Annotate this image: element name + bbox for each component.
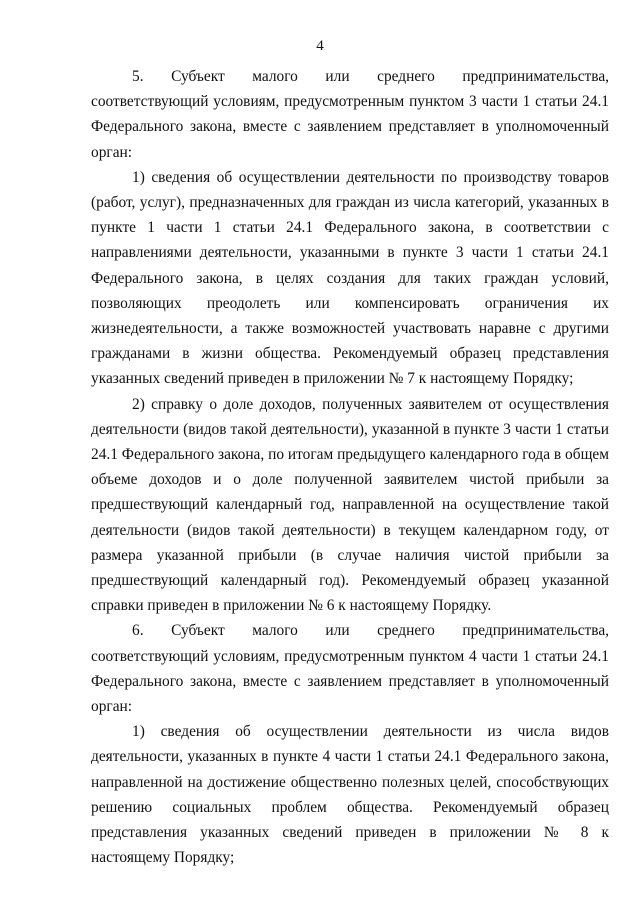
page-number: 4 bbox=[316, 38, 324, 54]
paragraph-section-5-intro: 5. Субъект малого или среднего предпринимательства, соответствующий условиям, предусмотренным пунктом 3 части 1 статьи 24.1 Федерального закона, вместе с заявлением представляет в уполномоченный орган: bbox=[91, 68, 609, 161]
paragraph-section-6-intro: 6. Субъект малого или среднего предпринимательства, соответствующий условиям, предусмотренным пунктом 4 части 1 статьи 24.1 Федерального закона, вместе с заявлением представляет в уполномоченный орган: bbox=[91, 622, 609, 716]
paragraph-section-5-item-2: 2) справку о доле доходов, полученных заявителем от осуществления деятельности (видов такой деятельности), указанной в пункте 3 части 1 статьи 24.1 Федерального закона, по итогам предыдущего календарного года в общем объеме доходов и о доле полученной заявителем чистой прибыли за предшествующий календарный год, направленной на осуществление такой деятельности (видов такой деятельности) в текущем календарном году, от размера указанной прибыли (в случае наличия чистой прибыли за предшествующий календарный год). Рекомендуемый образец указанной справки приведен в приложении № 6 к настоящему Порядку. bbox=[91, 395, 609, 615]
paragraph-section-5-item-1: 1) сведения об осуществлении деятельности по производству товаров (работ, услуг), предназначенных для граждан из числа категорий, указанных в пункте 1 части 1 статьи 24.1 Федерального закона, в соответствии с направлениями деятельности, указанными в пункте 3 части 1 статьи 24.1 Федерального закона, в целях создания для таких граждан условий, позволяющих преодолеть или компенсировать ограничения их жизнедеятельности, а также возможностей участвовать наравне с другими гражданами в жизни общества. Рекомендуемый образец представления указанных сведений приведен в приложении № 7 к настоящему Порядку; bbox=[91, 168, 609, 388]
document-body bbox=[91, 64, 609, 871]
paragraph-section-6-item-1: 1) сведения об осуществлении деятельности из числа видов деятельности, указанных в пункте 4 части 1 статьи 24.1 Федерального закона, направленной на достижение общественно полезных целей, способствующих решению социальных проблем общества. Рекомендуемый образец представления указанных сведений приведен в приложении № 8 к настоящему Порядку; bbox=[91, 723, 609, 867]
